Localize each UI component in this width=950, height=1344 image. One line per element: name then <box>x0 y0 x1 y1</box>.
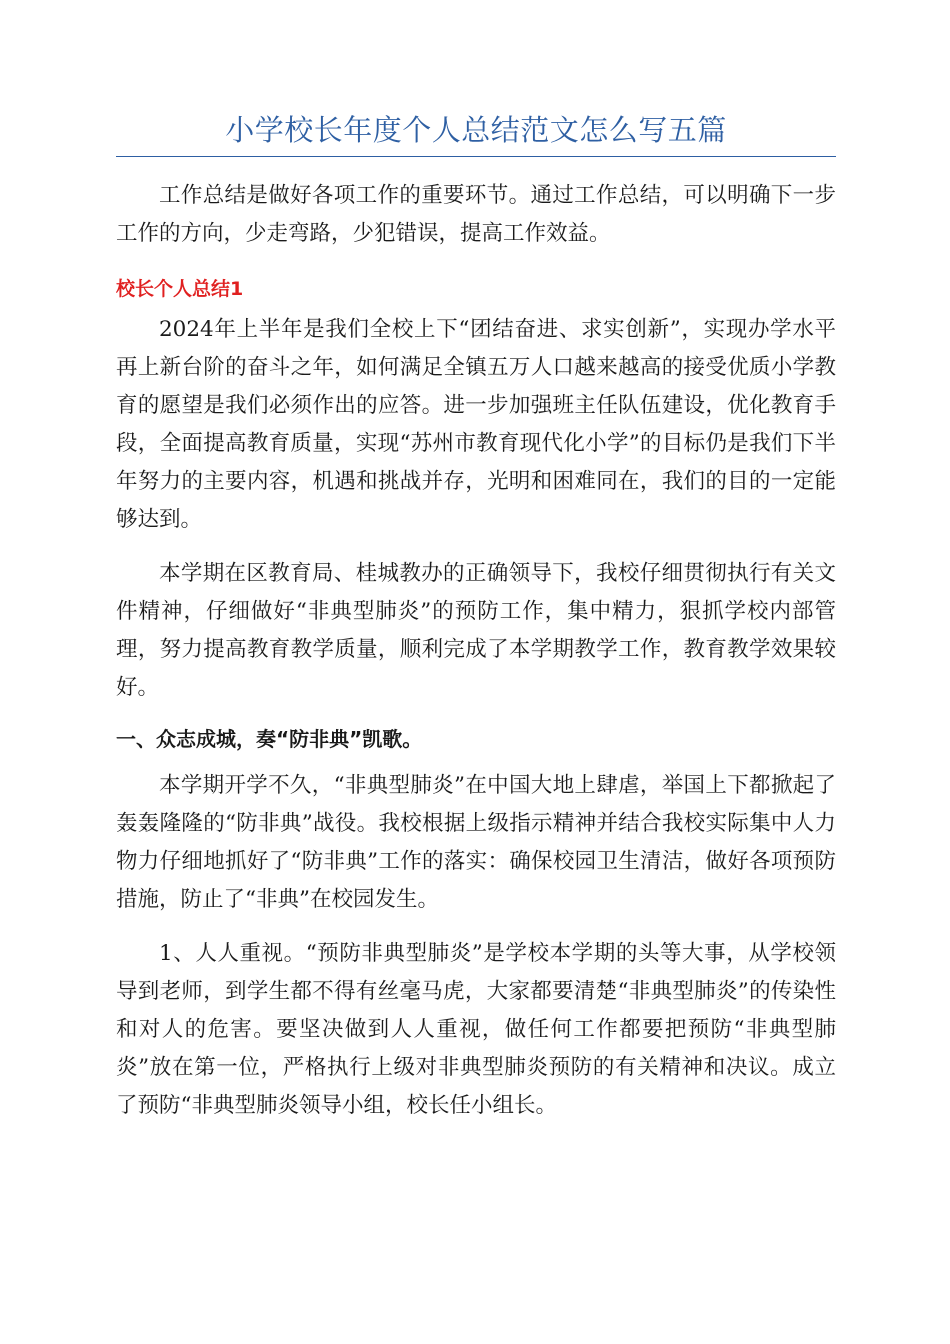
section-paragraph: 2024年上半年是我们全校上下“团结奋进、求实创新”，实现办学水平再上新台阶的奋斗之年，如何满足全镇五万人口越来越高的接受优质小学教育的愿望是我们必须作出的应答。进一步加强班主任队伍建设，优化教育手段，全面提高教育质量，实现“苏州市教育现代化小学”的目标仍是我们下半年努力的主要内容，机遇和挑战并存，光明和困难同在，我们的目的一定能够达到。 <box>116 317 836 532</box>
subsection-heading: 一、众志成城，奏“防非典”凯歌。 <box>116 727 423 751</box>
subsection-paragraph: 1、人人重视。“预防非典型肺炎”是学校本学期的头等大事，从学校领导到老师，到学生都不得有丝毫马虎，大家都要清楚“非典型肺炎”的传染性和对人的危害。要坚决做到人人重视，做任何工作都要把预防“非典型肺炎”放在第一位，严格执行上级对非典型肺炎预防的有关精神和决议。成立了预防“非典型肺炎领导小组，校长任小组长。 <box>116 941 836 1118</box>
intro-paragraph: 工作总结是做好各项工作的重要环节。通过工作总结，可以明确下一步工作的方向，少走弯路，少犯错误，提高工作效益。 <box>116 183 836 246</box>
section-paragraph: 本学期在区教育局、桂城教办的正确领导下，我校仔细贯彻执行有关文件精神，仔细做好“非典型肺炎”的预防工作，集中精力，狠抓学校内部管理，努力提高教育教学质量，顺利完成了本学期教学工作，教育教学效果较好。 <box>116 561 836 700</box>
document-page <box>116 110 836 1125</box>
section-heading: 校长个人总结1 <box>116 278 244 300</box>
document-title: 小学校长年度个人总结范文怎么写五篇 <box>116 110 836 157</box>
subsection-paragraph: 本学期开学不久，“非典型肺炎”在中国大地上肆虐，举国上下都掀起了轰轰隆隆的“防非典”战役。我校根据上级指示精神并结合我校实际集中人力物力仔细地抓好了“防非典”工作的落实：确保校园卫生清洁，做好各项预防措施，防止了“非典”在校园发生。 <box>116 773 836 912</box>
